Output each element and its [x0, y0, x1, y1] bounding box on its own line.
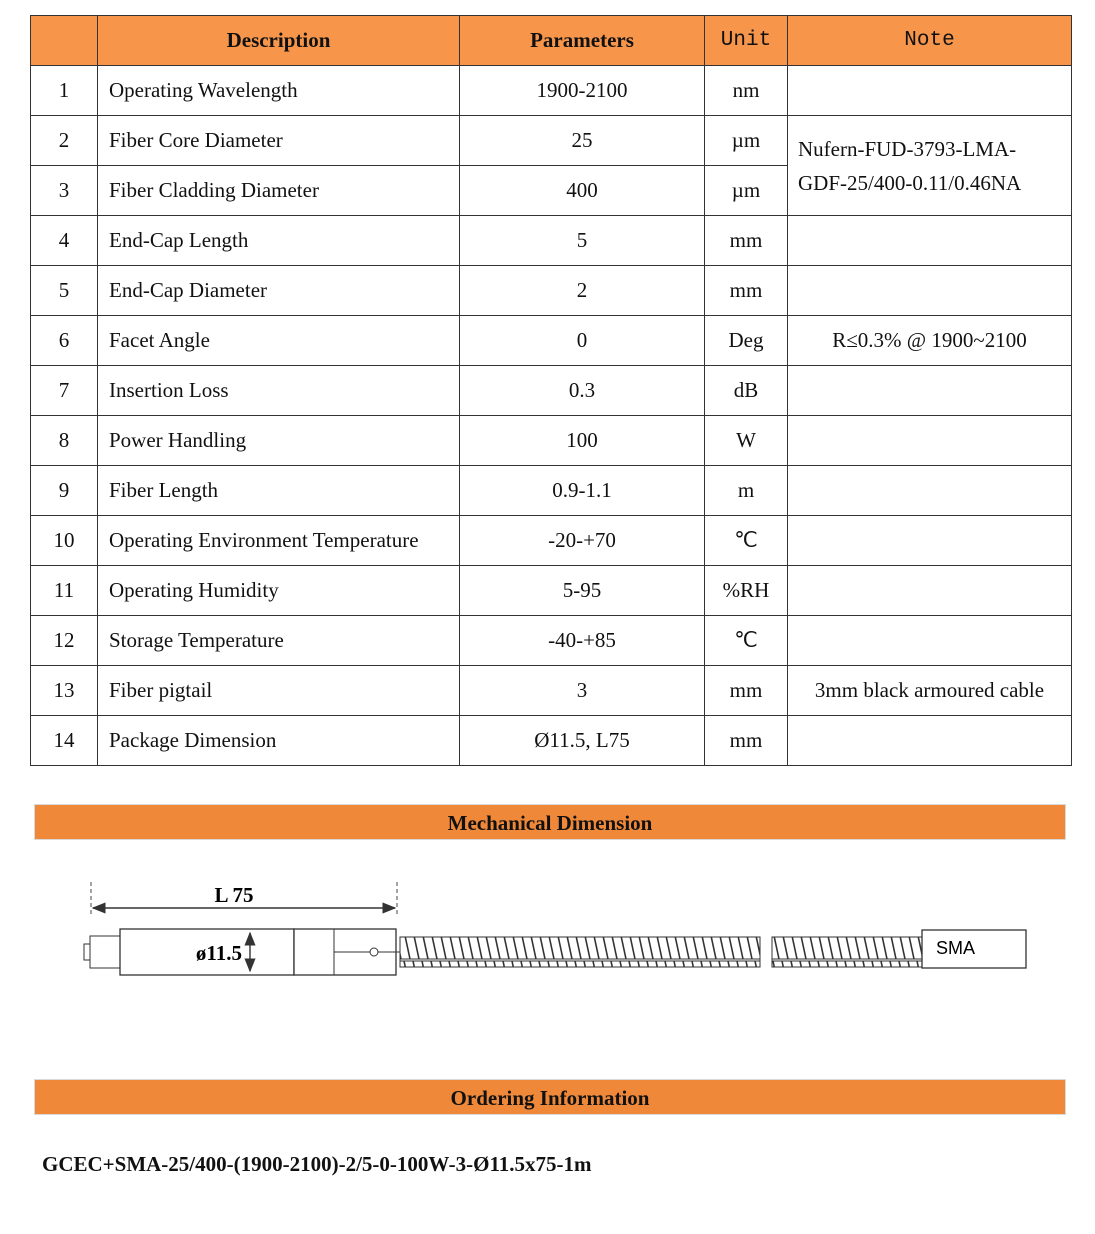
- table-row: [31, 466, 1072, 516]
- row-parameter: 5: [460, 216, 705, 266]
- row-parameter: Ø11.5, L75: [460, 716, 705, 766]
- row-unit: ℃: [705, 616, 788, 666]
- table-row: [31, 366, 1072, 416]
- table-row: [31, 566, 1072, 616]
- row-note: [788, 416, 1072, 466]
- row-note: [788, 366, 1072, 416]
- row-description: End-Cap Length: [98, 216, 460, 266]
- row-note: [788, 716, 1072, 766]
- header-no: [31, 16, 98, 66]
- row-no: 11: [31, 566, 98, 616]
- row-note: [788, 516, 1072, 566]
- table-row: [31, 316, 1072, 366]
- header-unit: Unit: [705, 16, 788, 66]
- row-no: 3: [31, 166, 98, 216]
- table-row: [31, 416, 1072, 466]
- row-no: 7: [31, 366, 98, 416]
- row-description: Insertion Loss: [98, 366, 460, 416]
- row-note: [788, 566, 1072, 616]
- row-parameter: 0.3: [460, 366, 705, 416]
- row-note: [788, 616, 1072, 666]
- sma-label: SMA: [936, 938, 976, 958]
- table-row: [31, 716, 1072, 766]
- row-description: Operating Wavelength: [98, 66, 460, 116]
- row-no: 8: [31, 416, 98, 466]
- row-no: 14: [31, 716, 98, 766]
- row-unit: mm: [705, 716, 788, 766]
- header-description: Description: [98, 16, 460, 66]
- row-unit: m: [705, 466, 788, 516]
- row-unit: ℃: [705, 516, 788, 566]
- row-description: Storage Temperature: [98, 616, 460, 666]
- row-unit: mm: [705, 216, 788, 266]
- row-unit: µm: [705, 116, 788, 166]
- row-description: Fiber pigtail: [98, 666, 460, 716]
- header-note: Note: [788, 16, 1072, 66]
- row-description: Operating Humidity: [98, 566, 460, 616]
- row-description: Power Handling: [98, 416, 460, 466]
- row-note: [788, 216, 1072, 266]
- row-no: 5: [31, 266, 98, 316]
- row-no: 12: [31, 616, 98, 666]
- row-note: [788, 66, 1072, 116]
- row-unit: mm: [705, 266, 788, 316]
- row-parameter: 1900-2100: [460, 66, 705, 116]
- row-parameter: 100: [460, 416, 705, 466]
- pigtail-note: 3mm black armoured cable: [788, 666, 1072, 716]
- end-cap-tip: [84, 944, 90, 960]
- row-unit: mm: [705, 666, 788, 716]
- row-parameter: 0.9-1.1: [460, 466, 705, 516]
- table-row: [31, 66, 1072, 116]
- row-no: 4: [31, 216, 98, 266]
- row-parameter: 400: [460, 166, 705, 216]
- row-no: 9: [31, 466, 98, 516]
- table-row: [31, 666, 1072, 716]
- table-row: [31, 266, 1072, 316]
- row-note: [788, 266, 1072, 316]
- row-parameter: 25: [460, 116, 705, 166]
- fiber-model-line-2: GDF-25/400-0.11/0.46NA: [798, 170, 1022, 195]
- table-row: [31, 216, 1072, 266]
- row-parameter: 2: [460, 266, 705, 316]
- row-no: 1: [31, 66, 98, 116]
- header-parameters: Parameters: [460, 16, 705, 66]
- ordering-information-heading: Ordering Information: [34, 1079, 1066, 1115]
- spec-table: [30, 15, 1072, 766]
- row-description: Fiber Cladding Diameter: [98, 166, 460, 216]
- row-parameter: 0: [460, 316, 705, 366]
- row-description: Package Dimension: [98, 716, 460, 766]
- row-description: Facet Angle: [98, 316, 460, 366]
- row-parameter: -20-+70: [460, 516, 705, 566]
- mechanical-drawing: [70, 870, 1040, 990]
- row-no: 10: [31, 516, 98, 566]
- fiber-model-note: [788, 116, 1072, 216]
- table-row: [31, 516, 1072, 566]
- mechanical-dimension-heading: Mechanical Dimension: [34, 804, 1066, 840]
- row-unit: Deg: [705, 316, 788, 366]
- row-no: 2: [31, 116, 98, 166]
- row-parameter: -40-+85: [460, 616, 705, 666]
- fiber-exit-point: [370, 948, 378, 956]
- armoured-cable-section-1: [400, 937, 760, 967]
- length-label: L 75: [214, 883, 254, 907]
- end-cap: [90, 936, 120, 968]
- row-parameter: 3: [460, 666, 705, 716]
- table-row: [31, 616, 1072, 666]
- row-unit: %RH: [705, 566, 788, 616]
- row-description: Fiber Core Diameter: [98, 116, 460, 166]
- row-description: End-Cap Diameter: [98, 266, 460, 316]
- ordering-code: GCEC+SMA-25/400-(1900-2100)-2/5-0-100W-3-Ø11.5x75-1m: [42, 1152, 592, 1176]
- row-no: 6: [31, 316, 98, 366]
- armoured-cable-section-2: [772, 937, 922, 967]
- row-note: [788, 466, 1072, 516]
- fiber-model-line-1: Nufern-FUD-3793-LMA-: [798, 136, 1017, 161]
- row-description: Fiber Length: [98, 466, 460, 516]
- facet-reflectance-note: R≤0.3% @ 1900~2100: [788, 316, 1072, 366]
- table-header-row: [31, 16, 1072, 66]
- row-description: Operating Environment Temperature: [98, 516, 460, 566]
- row-no: 13: [31, 666, 98, 716]
- diameter-label: ø11.5: [195, 941, 242, 965]
- table-row: [31, 116, 1072, 166]
- row-parameter: 5-95: [460, 566, 705, 616]
- row-unit: nm: [705, 66, 788, 116]
- row-unit: W: [705, 416, 788, 466]
- row-unit: dB: [705, 366, 788, 416]
- row-unit: µm: [705, 166, 788, 216]
